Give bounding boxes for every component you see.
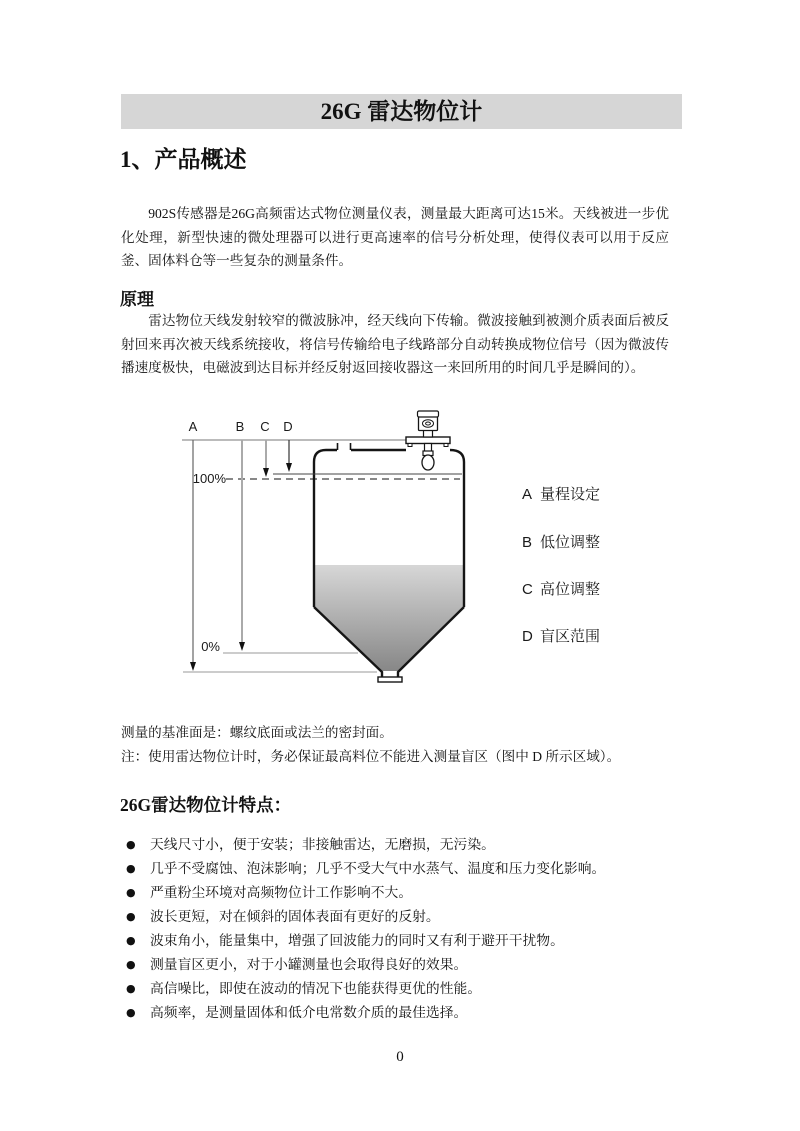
feature-item: [120, 857, 680, 881]
principle-heading: 原理: [120, 290, 154, 309]
legend-item-b: [522, 531, 600, 552]
tank-schematic: [170, 400, 480, 695]
bullet-icon: ●: [126, 886, 136, 899]
legend-key: B: [522, 534, 533, 551]
overview-paragraph: 902S传感器是26G高频雷达式物位测量仪表，测量最大距离可达15米。天线被进一步优化处理，新型快速的微处理器可以进行更高速率的信号分析处理，使得仪表可以用于反应釜、固体料仓等一些复杂的测量条件。: [121, 206, 669, 268]
legend-item-d: [522, 625, 600, 646]
bullet-icon: ●: [126, 1006, 136, 1019]
datum-note: 测量的基准面是：螺纹底面或法兰的密封面。: [121, 725, 393, 740]
principle-paragraph: 雷达物位天线发射较窄的微波脉冲，经天线向下传输。微波接触到被测介质表面后被反射回来再次被天线系统接收，将信号传输给电子线路部分自动转换成物位信号（因为微波传播速度极快，电磁波到达目标并经反射返回接收器这一来回所用的时间几乎是瞬间的）。: [121, 313, 669, 375]
page-title: 26G 雷达物位计: [320, 99, 483, 124]
feature-item: [120, 977, 680, 1001]
feature-text: 波束角小，能量集中，增强了回波能力的同时又有利于避开干扰物。: [150, 933, 564, 948]
level-0-label: 0%: [201, 639, 220, 654]
legend-label: 量程设定: [540, 486, 601, 503]
legend-key: D: [522, 628, 533, 645]
axis-label-a: A: [188, 419, 198, 434]
feature-text: 高信噪比，即使在波动的情况下也能获得更优的性能。: [150, 981, 482, 996]
bullet-icon: ●: [126, 982, 136, 995]
bullet-icon: ●: [126, 838, 136, 851]
tank-outline: [314, 450, 464, 677]
legend-key: C: [522, 581, 533, 598]
legend-label: 低位调整: [540, 534, 601, 551]
bullet-icon: ●: [126, 862, 136, 875]
feature-text: 测量盲区更小，对于小罐测量也会取得良好的效果。: [150, 957, 468, 972]
features-list: [120, 833, 680, 1025]
legend-item-c: [522, 578, 600, 599]
feature-item: [120, 953, 680, 977]
dimension-arrow-c: [263, 440, 269, 477]
feature-text: 波长更短，对在倾斜的固体表面有更好的反射。: [150, 909, 440, 924]
feature-item: [120, 881, 680, 905]
legend-item-a: [522, 483, 600, 504]
bullet-icon: ●: [126, 958, 136, 971]
feature-item: [120, 905, 680, 929]
legend-key: A: [522, 486, 533, 503]
feature-item: [120, 833, 680, 857]
level-100-label: 100%: [192, 471, 226, 486]
dimension-arrow-a: [190, 440, 196, 671]
bullet-icon: ●: [126, 934, 136, 947]
dimension-arrow-d: [286, 440, 292, 472]
axis-label-d: D: [283, 419, 293, 434]
radar-sensor-icon: [406, 411, 450, 470]
dimension-arrow-b: [239, 440, 245, 651]
outlet-flange: [378, 677, 402, 682]
feature-item: [120, 929, 680, 953]
overview-heading: 1、产品概述: [120, 147, 247, 172]
axis-label-c: C: [260, 419, 270, 434]
feature-item: [120, 1001, 680, 1025]
feature-text: 几乎不受腐蚀、泡沫影响；几乎不受大气中水蒸气、温度和压力变化影响。: [150, 861, 606, 876]
bullet-icon: ●: [126, 910, 136, 923]
nozzle-icon: [338, 443, 351, 450]
material-fill: [315, 565, 463, 671]
feature-text: 天线尺寸小，便于安装；非接触雷达，无磨损，无污染。: [150, 837, 495, 852]
feature-text: 严重粉尘环境对高频物位计工作影响不大。: [150, 885, 413, 900]
legend-label: 高位调整: [540, 581, 601, 598]
title-banner: [121, 94, 682, 129]
blind-zone-note: 注：使用雷达物位计时，务必保证最高料位不能进入测量盲区（图中 D 所示区域）。: [121, 749, 621, 764]
axis-label-b: B: [235, 419, 245, 434]
page-number: 0: [396, 1049, 404, 1065]
feature-text: 高频率，是测量固体和低介电常数介质的最佳选择。: [150, 1005, 468, 1020]
features-heading: 26G雷达物位计特点：: [120, 795, 292, 815]
legend-label: 盲区范围: [540, 628, 601, 645]
